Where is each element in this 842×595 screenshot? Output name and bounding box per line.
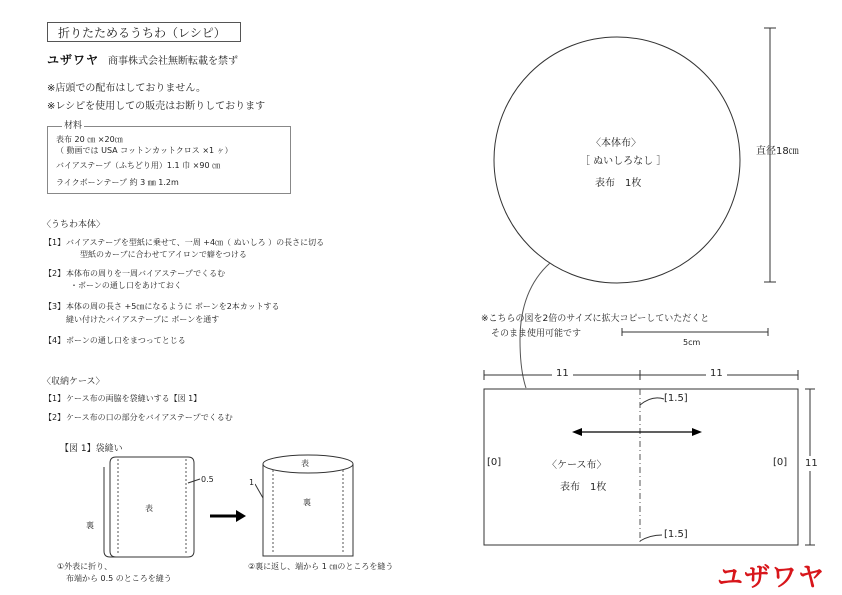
figure1-front-label: 表 [145,504,153,513]
figure1-back-label: 裏 [86,521,94,530]
case-side-right: [0] [773,457,788,468]
scale-bar [620,326,770,338]
case-height: 11 [805,458,818,469]
arrow-right-icon [208,508,248,524]
figure1-caption1: ①外表に折り、 [57,562,113,571]
page-title: 折りたためるうちわ（レシピ） [47,22,241,42]
case-label-title: 〈ケース布〉 [547,460,607,471]
step-text: ケース布の両脇を袋縫いする【図 1】 [66,394,202,403]
figure1-caption2: ②裏に返し、端から 1 ㎝のところを縫う [248,562,394,571]
scale-label: 5cm [683,338,701,347]
circle-label-count: 表布 1枚 [595,178,642,189]
figure1-seam-label: 1 [249,478,255,487]
figure1-top-label: 表 [301,459,309,468]
material-line: 表布 20 ㎝ ×20㎝ [56,135,123,144]
note-2: ※レシピを使用しての販売はお断りしております [47,101,266,112]
figure1-title: 【図 1】袋縫い [60,444,123,454]
brand-logo: ユザワヤ [717,563,826,593]
step-text: バイアステープを型紙に乗せて、一周 +4㎝（ ぬいしろ ）の長さに切る [66,238,325,247]
step-text: ボーンの通し口をまつってとじる [66,336,186,345]
step-text: 縫い付けたバイアステープに ボーンを通す [66,315,220,324]
step-number: 【3】 [44,302,66,311]
figure1-inner-label: 裏 [303,498,311,507]
material-line: ライクボーンテープ 約 3 ㎜ 1.2m [56,178,179,187]
copy-note-line1: ※こちらの図を2倍のサイズに拡大コピーしていただくと [481,314,710,324]
copy-note-line2: そのまま使用可能です [491,329,582,339]
step-text: 型紙のカーブに合わせてアイロンで癖をつける [80,250,247,259]
figure1-margin-label: 0.5 [201,475,214,484]
step-number: 【4】 [44,336,66,345]
case-label-count: 表布 1枚 [560,482,607,493]
materials-label: 材料 [62,118,84,131]
circle-label-seam: ［ ぬいしろなし ］ [580,156,667,167]
brand-name: ユザワヤ [47,53,100,67]
pattern-drawing [480,20,820,420]
case-heading: 〈収納ケース〉 [42,377,105,387]
case-bottom-margin: [1.5] [664,529,688,540]
circle-label-title: 〈本体布〉 [591,138,641,149]
material-line: バイアステープ（ふちどり用）1.1 巾 ×90 ㎝ [56,161,221,170]
step-number: 【2】 [44,413,66,422]
step-text: ・ボーンの通し口をあけておく [70,281,182,290]
circle-diameter: 直径18㎝ [756,146,799,157]
note-1: ※店頭での配布はしておりません。 [47,83,206,94]
step-text: 本体の周の長さ +5㎝になるように ボーンを2本カットする [66,302,280,311]
step-number: 【2】 [44,269,66,278]
step-text: ケース布の口の部分をバイアステープでくるむ [66,413,233,422]
case-side-left: [0] [487,457,502,468]
step-text: 本体布の周りを一周バイアステープでくるむ [66,269,226,278]
copyright-notice: 商事株式会社無断転載を禁ず [108,56,238,67]
figure1-caption1: 布端から 0.5 のところを縫う [66,574,172,583]
material-line: （ 動画では USA コットンカットクロス ×1 ヶ） [56,146,233,155]
fan-body-heading: 〈うちわ本体〉 [42,220,106,230]
step-number: 【1】 [44,238,66,247]
case-width-left: 11 [552,368,573,379]
case-top-margin: [1.5] [664,393,688,404]
step-number: 【1】 [44,394,66,403]
case-width-right: 11 [706,368,727,379]
